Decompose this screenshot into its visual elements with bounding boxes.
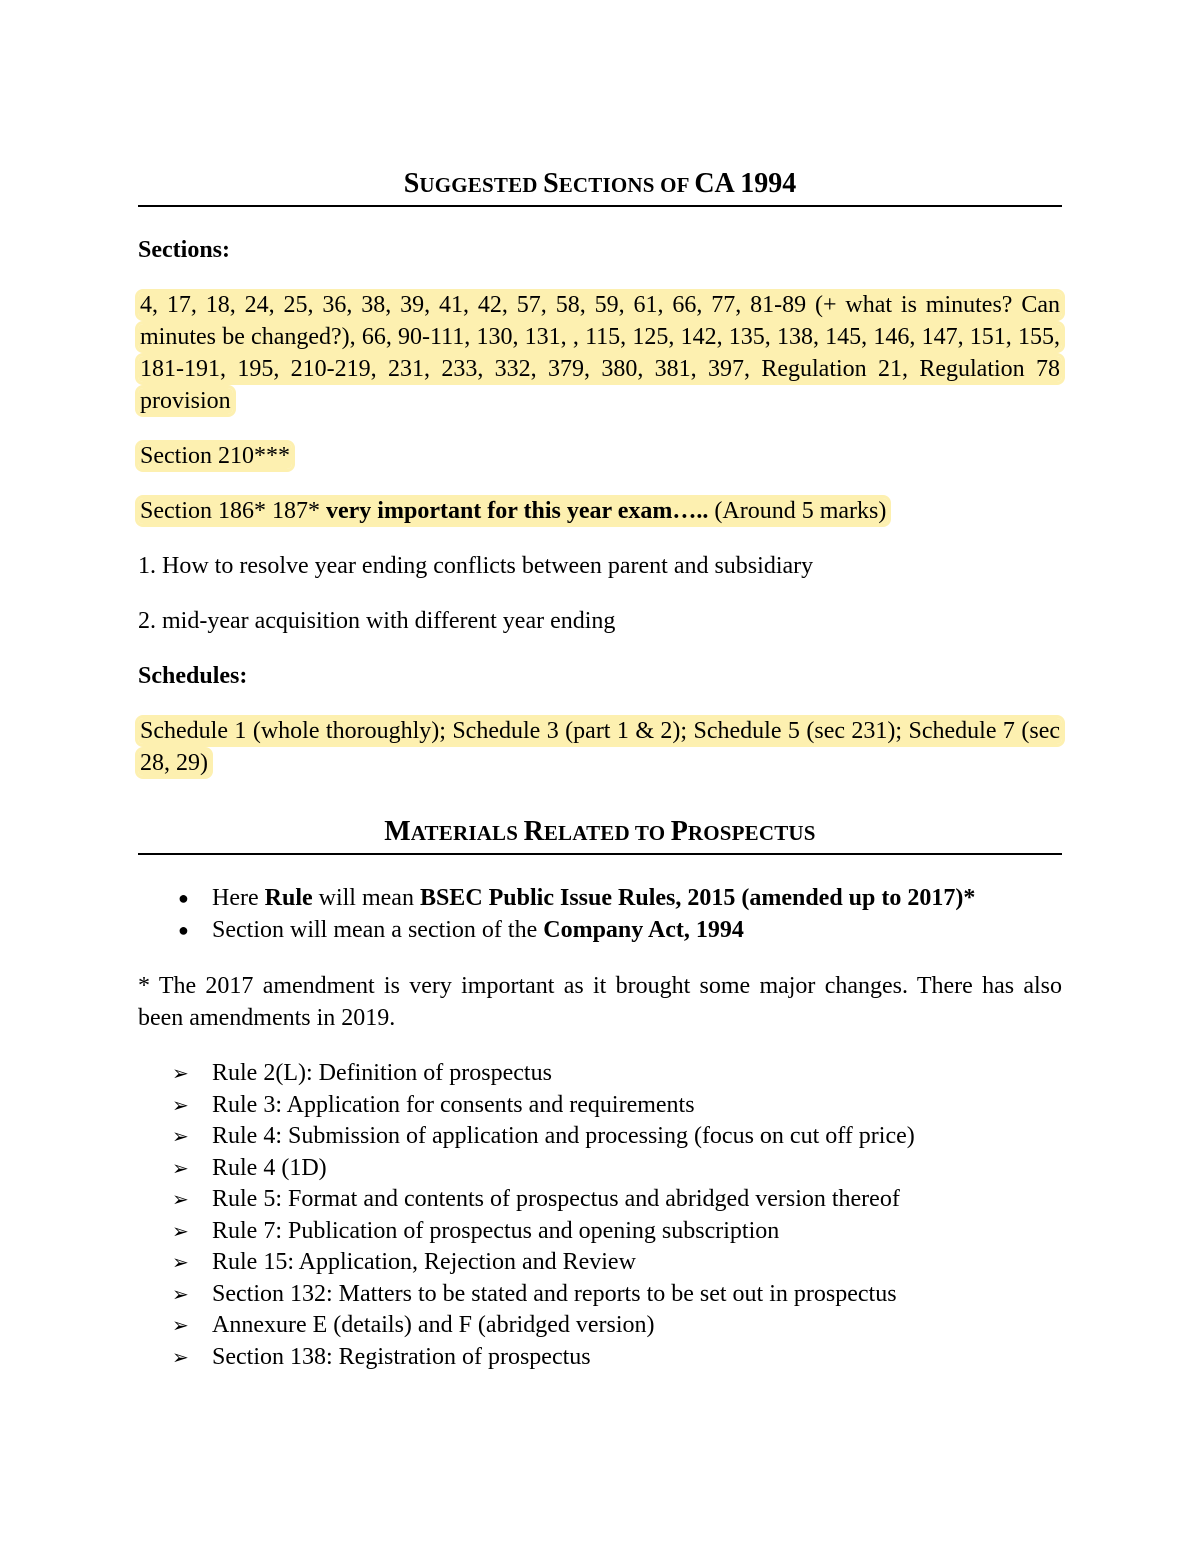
list-item: ➢ Rule 7: Publication of prospectus and opening subscription (172, 1216, 1062, 1248)
point-2: 2. mid-year acquisition with different year ending (138, 608, 616, 634)
list-item: ➢ Annexure E (details) and F (abridged version) (172, 1310, 1062, 1342)
section-186-text: Section 186* 187* very important for this year exam….. (Around 5 marks) (140, 498, 887, 524)
sections-list-text: 4, 17, 18, 24, 25, 36, 38, 39, 41, 42, 57, 58, 59, 61, 66, 77, 81-89 (+ what is minutes? Can minutes be changed?), 66, 90-111, 130, 131, , 115, 125, 142, 135, 138, 145, 146, 147, 151, 155, 181-191, 195, 210-219, 231, 233, 332, 379, 380, 381, 397, Regulation 21, Regulation 78 provision (140, 292, 1060, 414)
list-item: ➢ Rule 2(L): Definition of prospectus (172, 1058, 1062, 1090)
heading-suggested-sections: SUGGESTED SECTIONS OF CA 1994 (138, 166, 1062, 207)
arrow-bullet-icon: ➢ (172, 1313, 189, 1337)
list-item: ➢ Section 132: Matters to be stated and reports to be set out in prospectus (172, 1279, 1062, 1311)
point-1: 1. How to resolve year ending conflicts between parent and subsidiary (138, 553, 814, 579)
section-186-line (138, 495, 1062, 527)
arrow-bullet-icon: ➢ (172, 1344, 189, 1369)
section-186-emphasis: very important for this year exam….. (326, 498, 709, 524)
arrow-bullet-icon: ➢ (172, 1281, 189, 1306)
list-item: ➢ Rule 15: Application, Rejection and Review (172, 1247, 1062, 1279)
bullet-dot-icon: ● (178, 888, 189, 908)
amendment-note: * The 2017 amendment is very important as it brought some major changes. There has also been amendments in 2019. (138, 973, 1062, 1031)
schedules-text: Schedule 1 (whole thoroughly); Schedule 3 (part 1 & 2); Schedule 5 (sec 231); Schedule 7 (sec 28, 29) (140, 718, 1060, 776)
arrow-bullet-icon: ➢ (172, 1124, 189, 1148)
arrow-bullet-icon: ➢ (172, 1218, 189, 1243)
rules-list (138, 1058, 1062, 1373)
list-item: ➢ Rule 4 (1D) (172, 1153, 1062, 1185)
schedules-label: Schedules: (138, 663, 248, 689)
bullet-dot-icon: ● (178, 920, 189, 940)
list-item: ● Section will mean a section of the Company Act, 1994 (172, 914, 1062, 946)
list-item: ➢ Rule 4: Submission of application and processing (focus on cut off price) (172, 1121, 1062, 1153)
list-item: ● Here Rule will mean BSEC Public Issue Rules, 2015 (amended up to 2017)* (172, 882, 1062, 914)
arrow-bullet-icon: ➢ (172, 1155, 189, 1180)
arrow-bullet-icon: ➢ (172, 1092, 189, 1117)
document-content (138, 166, 1062, 1373)
arrow-bullet-icon: ➢ (172, 1250, 189, 1274)
arrow-bullet-icon: ➢ (172, 1061, 189, 1085)
definitions-list (138, 882, 1062, 946)
list-item: ➢ Rule 5: Format and contents of prospectus and abridged version thereof (172, 1184, 1062, 1216)
sections-label: Sections: (138, 237, 230, 263)
list-item: ➢ Section 138: Registration of prospectus (172, 1342, 1062, 1374)
list-item: ➢ Rule 3: Application for consents and requirements (172, 1090, 1062, 1122)
heading-materials-prospectus: MATERIALS RELATED TO PROSPECTUS (138, 814, 1062, 855)
sections-list (138, 289, 1062, 417)
arrow-bullet-icon: ➢ (172, 1187, 189, 1211)
schedules-list (138, 715, 1062, 779)
section-210-text: Section 210*** (140, 443, 290, 469)
section-210-line (138, 440, 1062, 472)
